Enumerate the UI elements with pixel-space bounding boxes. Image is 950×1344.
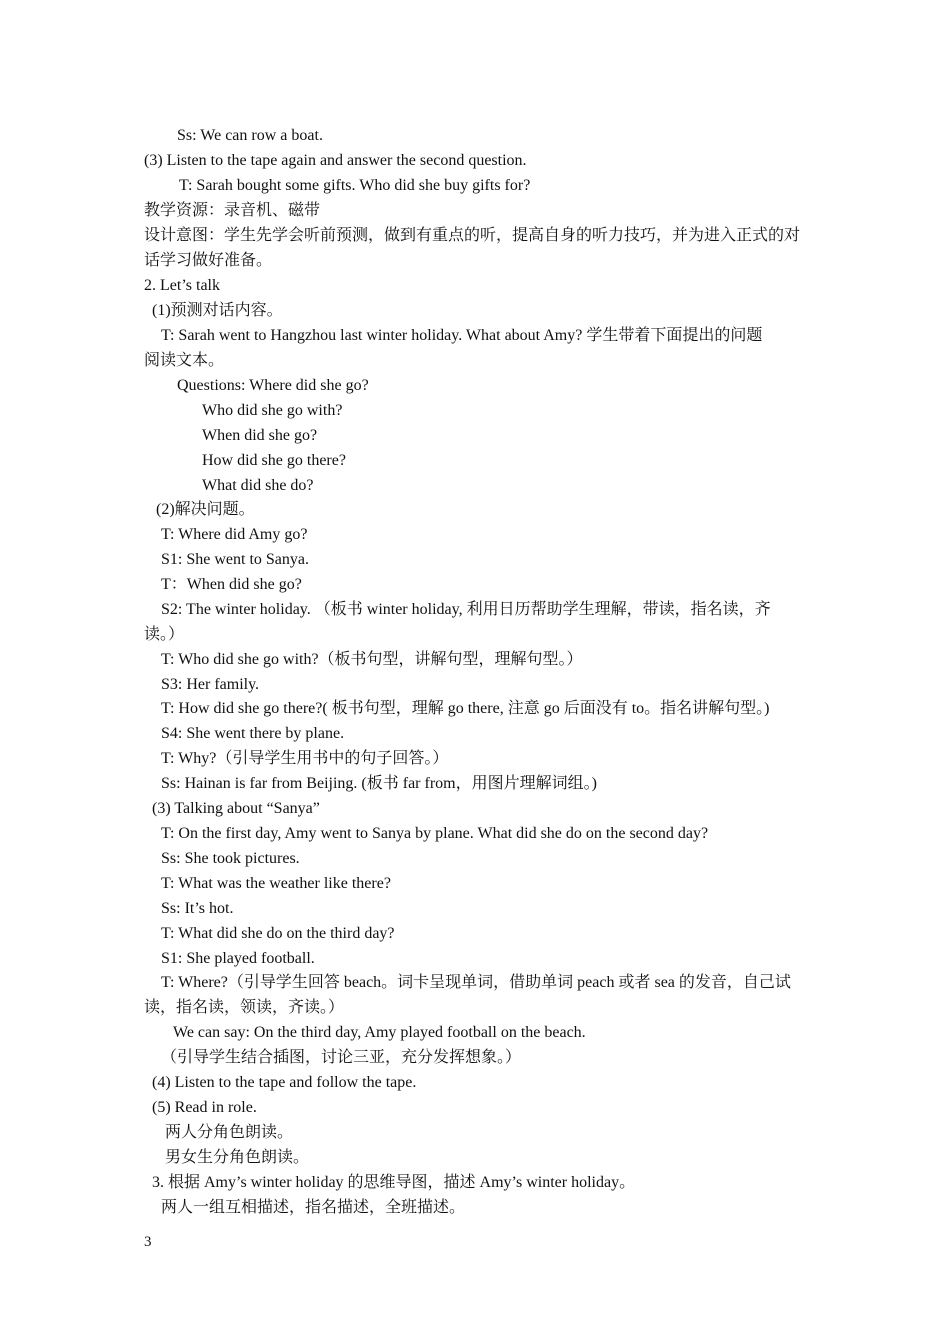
text-line: 两人分角色朗读。 [165,1124,294,1141]
text-line: How did she go there? [202,452,346,469]
text-line: S1: She played football. [161,950,315,967]
text-line: 两人一组互相描述，指名描述，全班描述。 [161,1199,466,1216]
text-line: T: Where?（引导学生回答 beach。词卡呈现单词，借助单词 peach 或者 sea 的发音，自己试 [161,974,791,991]
text-line: T: Who did she go with?（板书句型，讲解句型，理解句型。） [161,651,583,668]
page-number: 3 [144,1234,152,1250]
text-line: Ss: She took pictures. [161,850,300,867]
text-line: (2)解决问题。 [156,501,255,518]
text-line: 读。） [144,626,185,643]
section-heading: 2. Let’s talk [144,277,220,294]
text-line: 话学习做好准备。 [144,252,273,269]
text-line: Who did she go with? [202,402,343,419]
text-line: (3) Talking about “Sanya” [152,800,320,817]
text-line: S3: Her family. [161,676,260,693]
text-line: We can say: On the third day, Amy played football on the beach. [173,1024,586,1041]
text-line: (4) Listen to the tape and follow the tape. [152,1074,417,1091]
text-line: T: What did she do on the third day? [161,925,395,942]
text-line: 阅读文本。 [144,352,225,369]
text-line: Questions: Where did she go? [177,377,369,394]
text-line: (5) Read in role. [152,1099,257,1116]
text-line: T: Sarah bought some gifts. Who did she buy gifts for? [179,177,531,194]
text-line: 3. 根据 Amy’s winter holiday 的思维导图，描述 Amy’s winter holiday。 [152,1174,636,1191]
text-line: 设计意图：学生先学会听前预测，做到有重点的听，提高自身的听力技巧，并为进入正式的对 [144,227,801,244]
text-line: (1)预测对话内容。 [152,302,283,319]
text-line: 读，指名读，领读，齐读。） [144,999,345,1016]
text-line: T: Where did Amy go? [161,526,308,543]
text-line: (3) Listen to the tape again and answer the second question. [144,152,527,169]
text-line: S2: The winter holiday. （板书 winter holiday, 利用日历帮助学生理解，带读，指名读，齐 [161,601,771,618]
text-line: S1: She went to Sanya. [161,551,309,568]
text-line: 男女生分角色朗读。 [165,1149,310,1166]
text-line: T: How did she go there?( 板书句型，理解 go there, 注意 go 后面没有 to。指名讲解句型。) [161,700,770,717]
text-line: T: Sarah went to Hangzhou last winter holiday. What about Amy? 学生带着下面提出的问题 [161,327,763,344]
text-line: Ss: We can row a boat. [177,127,323,144]
text-line: When did she go? [202,427,318,444]
text-line: T：When did she go? [161,576,302,593]
text-line: T: Why?（引导学生用书中的句子回答。） [161,750,449,767]
text-line: Ss: Hainan is far from Beijing. (板书 far from，用图片理解词组。) [161,775,597,792]
text-line: What did she do? [202,477,314,494]
text-line: T: What was the weather like there? [161,875,391,892]
text-line: S4: She went there by plane. [161,725,345,742]
text-line: T: On the first day, Amy went to Sanya by plane. What did she do on the second day? [161,825,709,842]
text-line: （引导学生结合插图，讨论三亚，充分发挥想象。） [161,1049,522,1066]
text-line: Ss: It’s hot. [161,900,234,917]
text-line: 教学资源：录音机、磁带 [144,202,321,219]
